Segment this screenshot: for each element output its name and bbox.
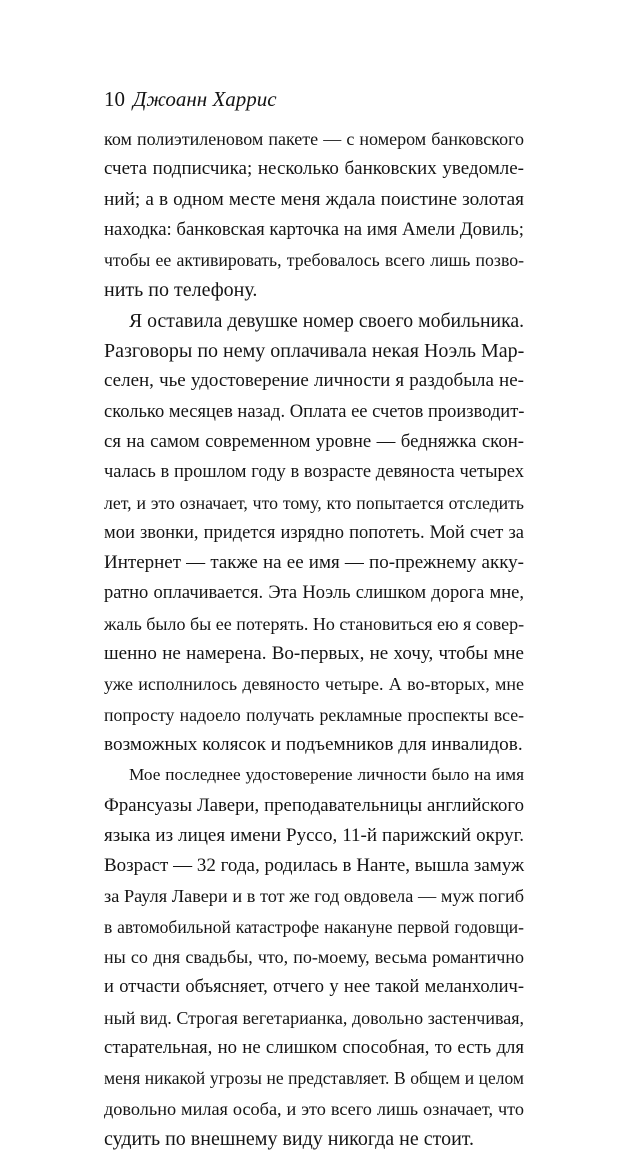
page-number: 10 [104,87,125,111]
text-line: находка: банковская карточка на имя Амели Довиль; [104,218,524,240]
text-line: Разговоры по нему оплачивала некая Ноэль Мар- [104,340,525,363]
text-line: языка из лицея имени Руссо, 11-й парижский округ. [104,824,524,846]
text-line: в автомобильной катастрофе накануне первой годовщи- [104,916,524,937]
text-line: и отчасти объясняет, отчего у нее такой меланхолич- [104,977,524,998]
text-line: счета подписчика; несколько банковских уведомле- [104,158,524,180]
text-line: меня никакой угрозы не представляет. В общем и целом [104,1068,524,1089]
author-name: Джоанн Харрис [133,87,277,111]
text-line: возможных колясок и подъемников для инвалидов. [104,733,523,755]
text-line: нить по телефону. [104,279,258,302]
text-line: Интернет — также на ее имя — по-прежнему акку- [104,552,524,574]
text-line: Мое последнее удостоверение личности было на имя [129,765,524,785]
text-line: ся на самом современном уровне — бедняжка скон- [104,430,524,452]
text-line: Франсуазы Лавери, преподавательницы английского [104,794,524,816]
text-line: ный вид. Строгая вегетарианка, довольно застенчивая, [104,1007,524,1028]
text-line: старательная, но не слишком способная, то есть для [104,1036,524,1058]
text-line: сколько месяцев назад. Оплата ее счетов производит- [104,401,525,422]
text-line: Я оставила девушке номер своего мобильника. [129,309,525,332]
text-line: лет, и это означает, что тому, кто попытается отследить [104,492,524,513]
text-line: чтобы ее активировать, требовалось всего лишь позво- [104,250,524,271]
text-line: Возраст — 32 года, родилась в Нанте, вышла замуж [104,855,525,877]
text-line: шенно не намерена. Во-первых, не хочу, чтобы мне [104,643,524,665]
text-line: довольно милая особа, и это всего лишь означает, что [104,1098,524,1119]
text-line: попросту надоело получать рекламные проспекты все- [104,704,524,725]
text-line: уже исполнилось девяносто четыре. А во-вторых, мне [104,674,524,695]
text-line: жаль было бы ее потерять. Но становиться ею я совер- [104,613,525,634]
text-line: чалась в прошлом году в возрасте девяноста четырех [104,462,524,483]
text-line: ний; а в одном месте меня ждала поистине золотая [104,188,524,210]
text-line: за Рауля Лавери и в тот же год овдовела — муж погиб [104,886,524,907]
text-line: ком полиэтиленовом пакете — с номером банковского [104,129,524,149]
text-line: ратно оплачивается. Эта Ноэль слишком дорога мне, [104,583,524,604]
text-line: мои звонки, придется изрядно попотеть. Мой счет за [104,522,524,543]
running-header [104,86,277,112]
text-line: селен, чье удостоверение личности я раздобыла не- [104,370,524,392]
text-line: ны со дня свадьбы, что, по-моему, весьма романтично [104,947,524,968]
text-line: судить по внешнему виду никогда не стоит. [104,1127,475,1150]
